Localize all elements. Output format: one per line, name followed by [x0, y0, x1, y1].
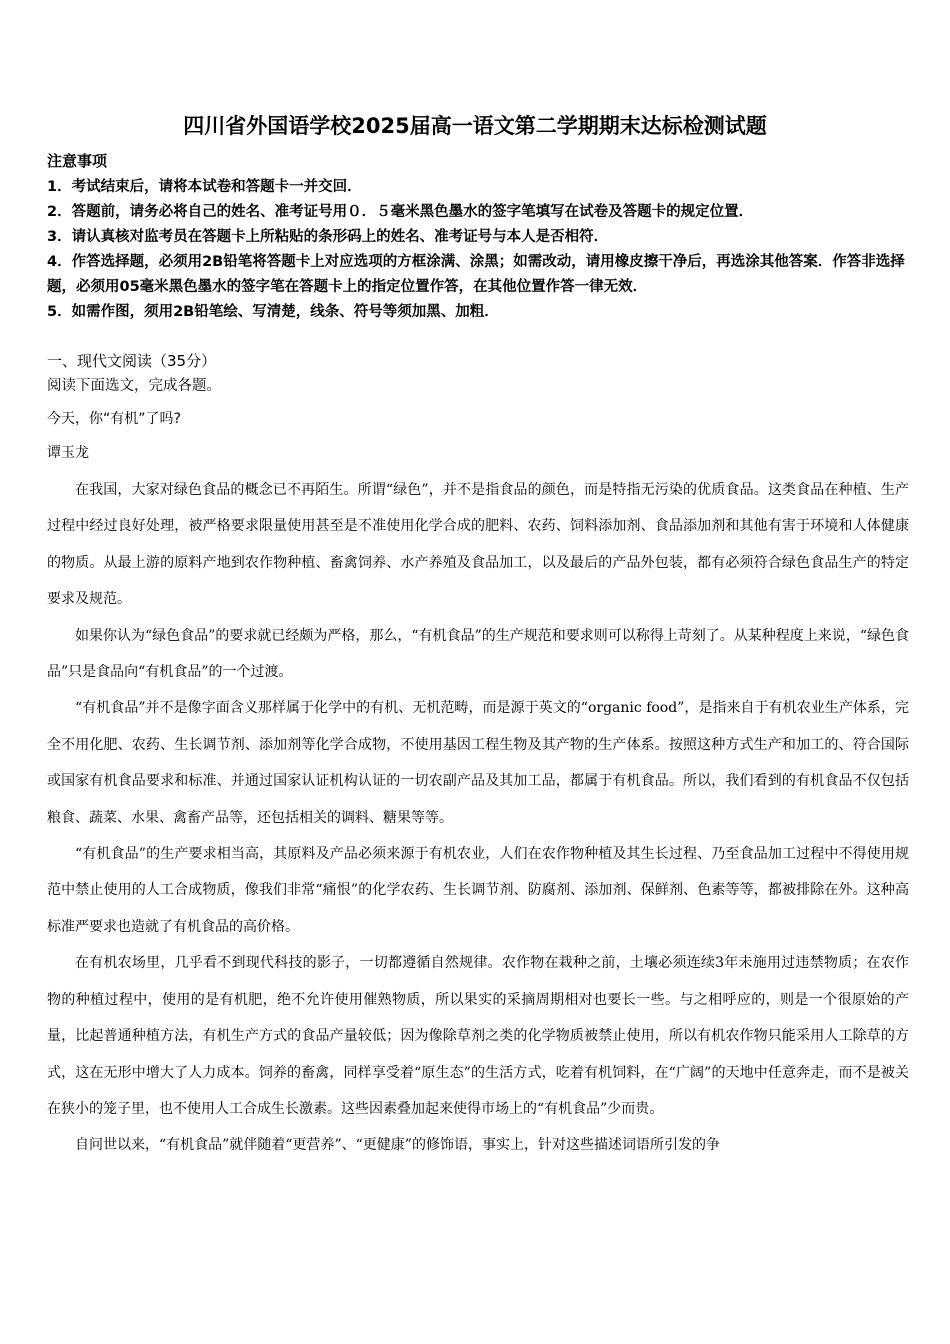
article-paragraph: “有机食品”并不是像字面含义那样属于化学中的有机、无机范畴，而是源于英文的“organic food”，是指来自于有机农业生产体系，完全不用化肥、农药、生长调节剂、添加剂等化学合成物，不使用基因工程生物及其产物的生产体系。按照这种方式生产和加工的、符合国际或国家有机食品要求和标准、并通过国家认证机构认证的一切农副产品及其加工品，都属于有机食品。所以，我们看到的有机食品不仅包括粮食、蔬菜、水果、禽畜产品等，还包括相关的调料、糖果等等。	[47, 700, 909, 826]
notice-heading: 注意事项	[47, 152, 108, 170]
section-heading: 一、现代文阅读（35分）	[47, 352, 217, 370]
article-paragraph: 自问世以来，“有机食品”就伴随着“更营养”、“更健康”的修饰语，事实上，针对这些描述词语所引发的争	[75, 1137, 720, 1154]
exam-title: 四川省外国语学校2025届高一语文第二学期期末达标检测试题	[183, 114, 767, 138]
notice-item: 5．如需作图，须用2B铅笔绘、写清楚，线条、符号等须加黑、加粗．	[47, 304, 499, 320]
article-title: 今天，你“有机”了吗?	[47, 411, 181, 427]
article-paragraph: 如果你认为“绿色食品”的要求就已经颇为严格，那么，“有机食品”的生产规范和要求则可以称得上苛刻了。从某种程度上来说，“绿色食品”只是食品向“有机食品”的一个过渡。	[47, 627, 909, 681]
notice-item: 3．请认真核对监考员在答题卡上所粘贴的条形码上的姓名、准考证号与本人是否相符．	[47, 229, 609, 245]
article-paragraph: 在我国，大家对绿色食品的概念已不再陌生。所谓“绿色”，并不是指食品的颜色，而是特指无污染的优质食品。这类食品在种植、生产过程中经过良好处理，被严格要求限量使用甚至是不准使用化学合成的肥料、农药、饲料添加剂、食品添加剂和其他有害于环境和人体健康的物质。从最上游的原料产地到农作物种植、畜禽饲养、水产养殖及食品加工，以及最后的产品外包装，都有必须符合绿色食品生产的特定要求及规范。	[47, 482, 909, 608]
article-paragraph: 在有机农场里，几乎看不到现代科技的影子，一切都遵循自然规律。农作物在栽种之前，土壤必须连续3年未施用过违禁物质；在农作物的种植过程中，使用的是有机肥，绝不允许使用催熟物质，所以果实的采摘周期相对也要长一些。与之相呼应的，则是一个很原始的产量，比起普通种植方法，有机生产方式的食品产量较低；因为像除草剂之类的化学物质被禁止使用，所以有机农作物只能采用人工除草的方式，这在无形中增大了人力成本。饲养的畜禽，同样享受着“原生态”的生活方式，吃着有机饲料，在“广阔”的天地中任意奔走，而不是被关在狭小的笼子里，也不使用人工合成生长激素。这些因素叠加起来使得市场上的“有机食品”少而贵。	[47, 955, 909, 1117]
notice-item: 2．答题前，请务必将自己的姓名、准考证号用０．５毫米黑色墨水的签字笔填写在试卷及答题卡的规定位置．	[47, 204, 754, 220]
article-author: 谭玉龙	[47, 445, 89, 461]
article-body	[47, 472, 909, 1164]
notice-item: 1．考试结束后，请将本试卷和答题卡一并交回．	[47, 179, 362, 195]
notice-list	[47, 175, 907, 325]
section-instruction: 阅读下面选文，完成各题。	[47, 378, 221, 394]
notice-item: 4．作答选择题，必须用2B铅笔将答题卡上对应选项的方框涂满、涂黑；如需改动，请用橡皮擦干净后，再选涂其他答案．作答非选择题，必须用05毫米黑色墨水的签字笔在答题卡上的指定位置作答，在其他位置作答一律无效．	[47, 254, 905, 295]
article-paragraph: “有机食品”的生产要求相当高，其原料及产品必须来源于有机农业，人们在农作物种植及其生长过程、乃至食品加工过程中不得使用规范中禁止使用的人工合成物质，像我们非常“痛恨”的化学农药、生长调节剂、防腐剂、添加剂、保鲜剂、色素等等，都被排除在外。这种高标准严要求也造就了有机食品的高价格。	[47, 846, 909, 935]
